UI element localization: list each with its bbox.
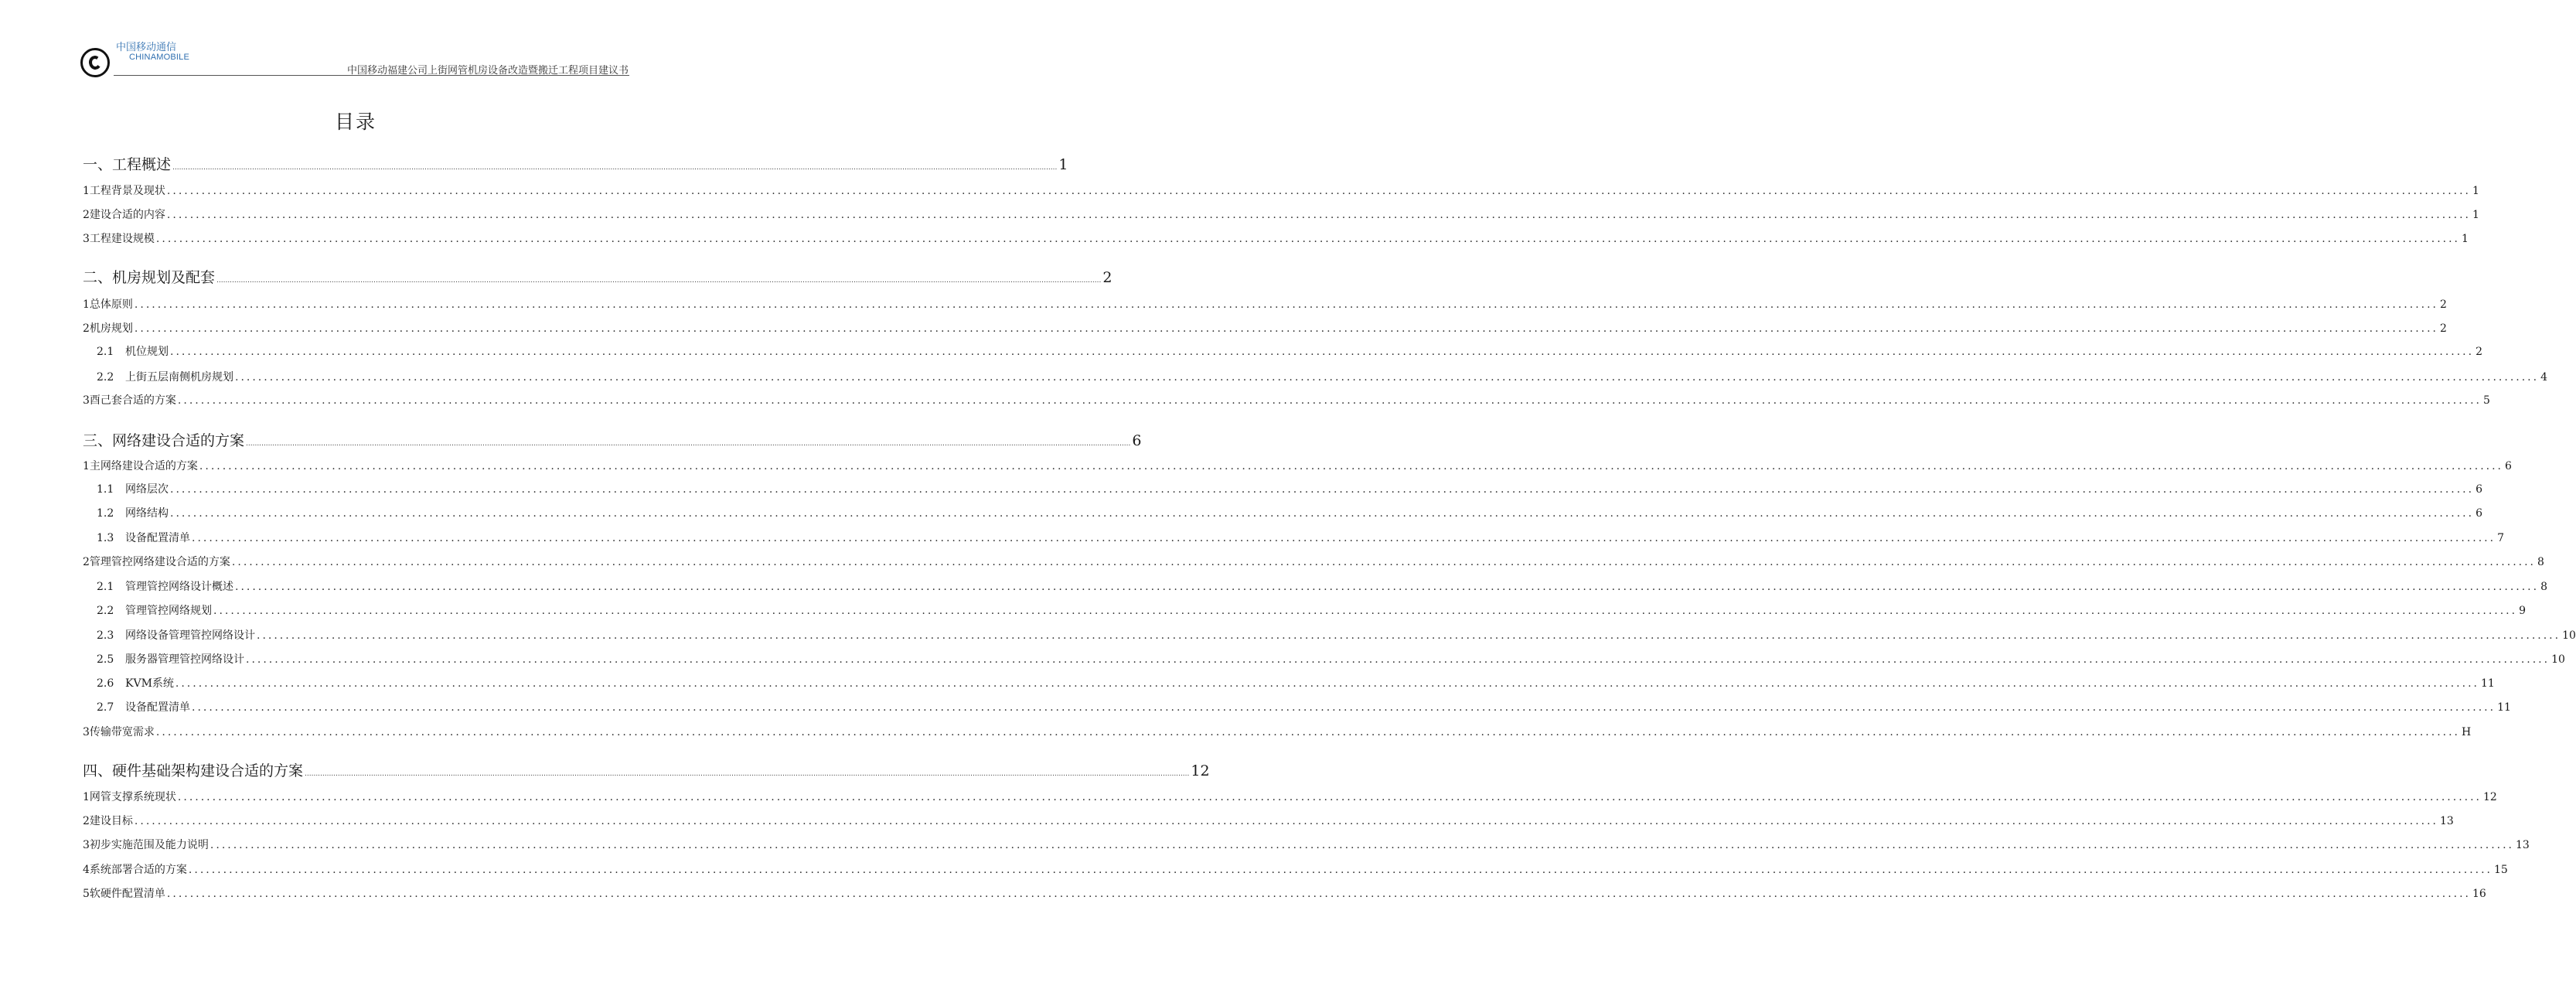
- toc-entry[interactable]: [83, 343, 2482, 359]
- toc-entry-label: [83, 789, 176, 804]
- toc-entry-text: 3酉己套合适的方案: [83, 394, 176, 407]
- toc-dot-leader: ................................................................................................................................................................................................................................................................................................................................................................................................................: [175, 677, 2479, 690]
- toc-page-number: 2: [2440, 322, 2447, 335]
- toc-entry-text: 管理管控网络设计概述: [125, 581, 233, 593]
- toc-entry-number: 2.1: [97, 581, 114, 593]
- toc-entry-label: [83, 266, 215, 287]
- toc-entry-text: 设备配置清单: [125, 701, 190, 714]
- toc-dot-leader: ................................................................................................................................................................................................................................................................................................................................................................................................................: [235, 581, 2540, 593]
- toc-dot-leader: ................................................................................................................................................................................................................................................................................................................................................................................................................: [231, 556, 2536, 568]
- toc-entry-label: [83, 392, 176, 408]
- toc-dot-leader: ................................................................................................................................................................................................................................................................................................................................................................................................................: [134, 298, 2438, 311]
- toc-entry[interactable]: [83, 724, 2472, 739]
- toc-entry-label: [83, 182, 165, 198]
- toc-entry-number: 2.2: [97, 605, 114, 617]
- toc-page-number: H: [2462, 726, 2472, 738]
- toc-page-number: 1: [1058, 156, 1068, 173]
- toc-entry-label: [83, 230, 155, 246]
- toc-entry-text: 1网管支撑系统现状: [83, 791, 176, 803]
- toc-entry[interactable]: [83, 627, 2576, 643]
- toc-entry[interactable]: [83, 296, 2447, 312]
- toc-dot-leader: ................................................................................................................................................................................................................................................................................................................................................................................................................: [170, 346, 2475, 358]
- toc-dot-leader: ................................................................................................................................................................................................................................................................................................................................................................................................................: [246, 653, 2550, 666]
- toc-dot-leader: ................................................................................................................................................................................................................................................................................................................................................................................................................: [170, 483, 2475, 496]
- toc-entry-text: 设备配置清单: [125, 532, 190, 544]
- toc-dot-leader: ................................................................................................................................................................................................................................................................................................................................................................................................................: [235, 371, 2540, 384]
- toc-entry-label: [83, 699, 190, 714]
- toc-page-number: 12: [2483, 791, 2497, 803]
- toc-entry-label: [83, 885, 165, 901]
- toc-page-number: 6: [2505, 460, 2512, 472]
- toc-entry-label: [83, 458, 198, 473]
- toc-entry-label: [83, 651, 244, 667]
- toc-page-number: 10: [2551, 653, 2565, 666]
- toc-entry[interactable]: [83, 206, 2479, 222]
- toc-page-number: 13: [2516, 839, 2530, 851]
- toc-page-number: 8: [2537, 556, 2544, 568]
- toc-page-number: 9: [2519, 605, 2526, 617]
- toc-dot-leader: ................................................................................................................................................................................................................................................................................................................................................................................................................: [177, 791, 2482, 803]
- toc-entry[interactable]: [83, 153, 1068, 174]
- toc-entry[interactable]: [83, 320, 2447, 336]
- toc-dot-leader: ................................................................................................................................................................................................................................................................................................................................................................................................................: [216, 277, 1102, 285]
- document-header-title: 中国移动福建公司上街网管机房设备改造暨搬迁工程项目建议书: [346, 65, 629, 77]
- toc-entry[interactable]: [83, 578, 2547, 594]
- toc-entry[interactable]: [83, 429, 1142, 450]
- toc-entry-label: [83, 627, 255, 643]
- toc-entry-text: 4系统部署合适的方案: [83, 864, 187, 876]
- toc-entry[interactable]: [83, 481, 2482, 496]
- toc-page-number: 5: [2483, 394, 2490, 407]
- toc-entry-label: [83, 296, 133, 312]
- toc-page-number: 13: [2440, 815, 2454, 827]
- toc-entry-text: 二、机房规划及配套: [83, 269, 216, 286]
- toc-entry-number: 2.1: [97, 346, 114, 358]
- toc-entry-label: [83, 481, 169, 496]
- toc-title: 目录: [334, 111, 377, 133]
- toc-entry-number: 2.7: [97, 701, 114, 714]
- toc-dot-leader: ................................................................................................................................................................................................................................................................................................................................................................................................................: [166, 209, 2471, 221]
- toc-entry-number: 2.3: [97, 629, 114, 642]
- toc-page-number: 1: [2472, 185, 2479, 197]
- toc-dot-leader: ................................................................................................................................................................................................................................................................................................................................................................................................................: [257, 629, 2561, 642]
- toc-page-number: 15: [2494, 864, 2508, 876]
- toc-dot-leader: ................................................................................................................................................................................................................................................................................................................................................................................................................: [305, 770, 1190, 778]
- logo-english-text: CHINAMOBILE: [129, 53, 189, 62]
- toc-entry[interactable]: [83, 699, 2511, 714]
- toc-entry-text: 2机房规划: [83, 322, 133, 335]
- toc-entry-number: 1.3: [97, 532, 114, 544]
- toc-entry-text: 四、硬件基础架构建设合适的方案: [83, 762, 304, 779]
- toc-entry-text: 3工程建设规模: [83, 233, 155, 245]
- toc-entry[interactable]: [83, 458, 2512, 473]
- toc-dot-leader: ................................................................................................................................................................................................................................................................................................................................................................................................................: [170, 507, 2475, 520]
- toc-page-number: 2: [1102, 269, 1113, 286]
- toc-dot-leader: ................................................................................................................................................................................................................................................................................................................................................................................................................: [210, 839, 2514, 851]
- toc-entry-text: 3初步实施范围及能力说明: [83, 839, 209, 851]
- toc-entry[interactable]: [83, 759, 1210, 780]
- toc-page-number: 1: [2472, 209, 2479, 221]
- toc-page-number: 6: [2475, 483, 2482, 496]
- toc-dot-leader: ................................................................................................................................................................................................................................................................................................................................................................................................................: [134, 815, 2438, 827]
- toc-entry-text: 三、网络建设合适的方案: [83, 432, 245, 449]
- toc-page-number: 7: [2497, 532, 2504, 544]
- toc-page-number: 10: [2562, 629, 2576, 642]
- toc-entry-text: 管理管控网络规划: [125, 605, 212, 617]
- toc-entry-text: 服务器管理管控网络设计: [125, 653, 244, 666]
- toc-entry-label: [83, 505, 169, 520]
- toc-entry[interactable]: [83, 230, 2469, 246]
- toc-page-number: 6: [2475, 507, 2482, 520]
- toc-page-number: 2: [2475, 346, 2482, 358]
- toc-entry-text: 2管理管控网络建设合适的方案: [83, 556, 230, 568]
- toc-entry-text: 1总体原则: [83, 298, 133, 311]
- toc-entry[interactable]: [83, 675, 2495, 691]
- toc-entry-label: [83, 837, 209, 852]
- toc-entry[interactable]: [83, 602, 2526, 618]
- toc-entry-label: [83, 861, 187, 877]
- toc-page-number: 8: [2540, 581, 2547, 593]
- toc-entry-text: 1工程背景及现状: [83, 185, 165, 197]
- toc-entry[interactable]: [83, 789, 2497, 804]
- toc-entry[interactable]: [83, 861, 2508, 877]
- toc-entry-label: [83, 429, 244, 450]
- toc-entry-number: 2.6: [97, 677, 114, 690]
- toc-entry[interactable]: [83, 266, 1113, 287]
- toc-page-number: 2: [2440, 298, 2447, 311]
- toc-entry-text: 2建设合适的内容: [83, 209, 165, 221]
- toc-dot-leader: ................................................................................................................................................................................................................................................................................................................................................................................................................: [192, 532, 2496, 544]
- toc-page-number: 4: [2540, 371, 2547, 384]
- toc-entry-text: 网络结构: [125, 507, 169, 520]
- toc-dot-leader: ................................................................................................................................................................................................................................................................................................................................................................................................................: [134, 322, 2438, 335]
- toc-entry-text: 2建设目标: [83, 815, 133, 827]
- logo-chinese-text: 中国移动通信: [116, 42, 177, 53]
- toc-dot-leader: ................................................................................................................................................................................................................................................................................................................................................................................................................: [177, 394, 2482, 407]
- toc-page-number: 16: [2472, 888, 2486, 900]
- toc-entry-text: 一、工程概述: [83, 156, 172, 173]
- toc-entry-label: [83, 578, 233, 594]
- china-mobile-logo-icon: [80, 48, 110, 77]
- toc-page-number: 1: [2462, 233, 2469, 245]
- toc-page-number: 11: [2480, 677, 2495, 690]
- toc-entry[interactable]: [83, 837, 2530, 852]
- toc-entry-label: [83, 369, 233, 384]
- toc-entry-text: 3传输带宽需求: [83, 726, 155, 738]
- header-divider: [114, 75, 629, 76]
- toc-entry-label: [83, 320, 133, 336]
- toc-entry[interactable]: [83, 813, 2454, 828]
- toc-entry-label: [83, 554, 230, 569]
- toc-entry-number: 1.2: [97, 507, 114, 520]
- toc-entry-text: KVM系统: [125, 677, 174, 690]
- toc-entry-label: [83, 206, 165, 222]
- toc-entry-text: 网络层次: [125, 483, 169, 496]
- toc-dot-leader: ................................................................................................................................................................................................................................................................................................................................................................................................................: [155, 726, 2460, 738]
- toc-page-number: 11: [2497, 701, 2511, 714]
- toc-entry-label: [83, 153, 171, 174]
- toc-entry-text: 1主网络建设合适的方案: [83, 460, 198, 472]
- toc-dot-leader: ................................................................................................................................................................................................................................................................................................................................................................................................................: [199, 460, 2503, 472]
- toc-dot-leader: ................................................................................................................................................................................................................................................................................................................................................................................................................: [166, 888, 2471, 900]
- toc-entry-number: 1.1: [97, 483, 114, 496]
- toc-entry-number: 2.5: [97, 653, 114, 666]
- toc-dot-leader: ................................................................................................................................................................................................................................................................................................................................................................................................................: [155, 233, 2460, 245]
- toc-dot-leader: ................................................................................................................................................................................................................................................................................................................................................................................................................: [213, 605, 2518, 617]
- toc-entry-text: 5软硬件配置清单: [83, 888, 165, 900]
- toc-entry-label: [83, 343, 169, 359]
- toc-entry[interactable]: [83, 392, 2490, 408]
- toc-entry-label: [83, 724, 155, 739]
- toc-entry-text: 上街五层南侧机房规划: [125, 371, 233, 384]
- toc-entry-label: [83, 813, 133, 828]
- toc-page-number: 12: [1191, 762, 1210, 779]
- toc-entry-text: 机位规划: [125, 346, 169, 358]
- toc-dot-leader: ................................................................................................................................................................................................................................................................................................................................................................................................................: [188, 864, 2493, 876]
- toc-entry-text: 网络设备管理管控网络设计: [125, 629, 255, 642]
- toc-entry-number: 2.2: [97, 371, 114, 384]
- toc-entry[interactable]: [83, 651, 2565, 667]
- toc-entry[interactable]: [83, 505, 2482, 520]
- toc-entry[interactable]: [83, 554, 2544, 569]
- toc-dot-leader: ................................................................................................................................................................................................................................................................................................................................................................................................................: [192, 701, 2496, 714]
- toc-entry-label: [83, 759, 303, 780]
- toc-entry[interactable]: [83, 885, 2486, 901]
- toc-entry[interactable]: [83, 182, 2479, 198]
- toc-entry[interactable]: [83, 369, 2547, 384]
- toc-entry-label: [83, 530, 190, 545]
- toc-entry-label: [83, 675, 174, 691]
- toc-entry-label: [83, 602, 212, 618]
- toc-page-number: 6: [1132, 432, 1142, 449]
- toc-dot-leader: ................................................................................................................................................................................................................................................................................................................................................................................................................: [166, 185, 2471, 197]
- toc-entry[interactable]: [83, 530, 2504, 545]
- toc-dot-leader: ................................................................................................................................................................................................................................................................................................................................................................................................................: [172, 164, 1058, 172]
- toc-dot-leader: ................................................................................................................................................................................................................................................................................................................................................................................................................: [246, 440, 1131, 448]
